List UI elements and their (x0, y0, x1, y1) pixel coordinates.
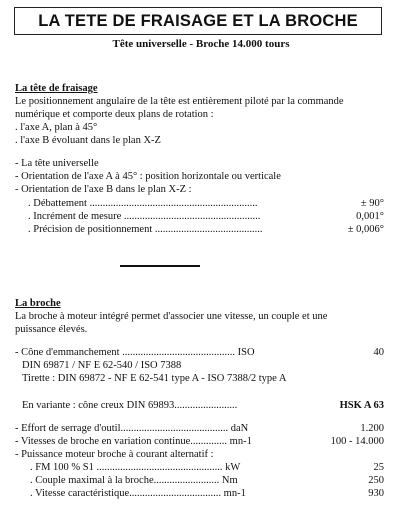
page-subtitle: Tête universelle - Broche 14.000 tours (112, 38, 290, 50)
spec-label-increment: . Incrément de mesure .................................................... (28, 211, 261, 222)
paragraph-line: numérique et comporte deux plans de rotation : (15, 109, 214, 120)
spec-value-increment: 0,001° (356, 211, 384, 222)
spec-label-effort: - Effort de serrage d'outil......................................... daN (15, 423, 249, 434)
spec-value-couple: 250 (368, 475, 384, 486)
spec-value-precision: ± 0,006° (347, 224, 384, 235)
paragraph-line: La broche à moteur intégré permet d'associer une vitesse, un couple et une (15, 311, 328, 322)
page-title: LA TETE DE FRAISAGE ET LA BROCHE (38, 11, 358, 30)
spec-label-vitesse-caract: . Vitesse caractéristique................................... mn-1 (30, 488, 246, 499)
section-divider (120, 265, 200, 267)
spec-label-puissance: - Puissance moteur broche à courant alternatif : (15, 449, 214, 460)
spec-label-precision: . Précision de positionnement ......................................... (28, 224, 263, 235)
spec-value-fm: 25 (373, 462, 384, 473)
spec-value-vitesse-caract: 930 (368, 488, 384, 499)
spec-label-debattement: . Débattement ................................................................ (28, 198, 258, 209)
spec-label-couple: . Couple maximal à la broche......................... Nm (30, 475, 238, 486)
paragraph-line: - Orientation de l'axe B dans le plan X-Z : (15, 184, 192, 195)
paragraph-line: . l'axe B évoluant dans le plan X-Z (15, 135, 161, 146)
spec-label-fm: . FM 100 % S1 ................................................ kW (30, 462, 241, 473)
section-heading-tete: La tête de fraisage (15, 83, 98, 94)
paragraph-line: - Orientation de l'axe A à 45° : position horizontale ou verticale (15, 171, 281, 182)
spec-value-variant: HSK A 63 (339, 400, 384, 411)
paragraph-line: - La tête universelle (15, 158, 99, 169)
spec-value-cone: 40 (373, 347, 384, 358)
spec-label-vitesses: - Vitesses de broche en variation continue.............. mn-1 (15, 436, 252, 447)
title-box (14, 7, 382, 35)
spec-value-debattement: ± 90° (360, 198, 384, 209)
paragraph-line: puissance élevés. (15, 324, 88, 335)
paragraph-line: . l'axe A, plan à 45° (15, 122, 98, 133)
spec-label-variant: En variante : cône creux DIN 69893........................ (22, 400, 238, 411)
spec-label-cone: - Cône d'emmanchement ........................................... ISO (15, 347, 255, 358)
tirette-line: Tirette : DIN 69872 - NF E 62-541 type A - ISO 7388/2 type A (22, 373, 287, 384)
spec-value-vitesses: 100 - 14.000 (330, 436, 384, 447)
paragraph-line: Le positionnement angulaire de la tête est entièrement piloté par la commande (15, 96, 344, 107)
section-heading-broche: La broche (15, 298, 61, 309)
spec-value-effort: 1.200 (360, 423, 384, 434)
din-line: DIN 69871 / NF E 62-540 / ISO 7388 (22, 360, 182, 371)
